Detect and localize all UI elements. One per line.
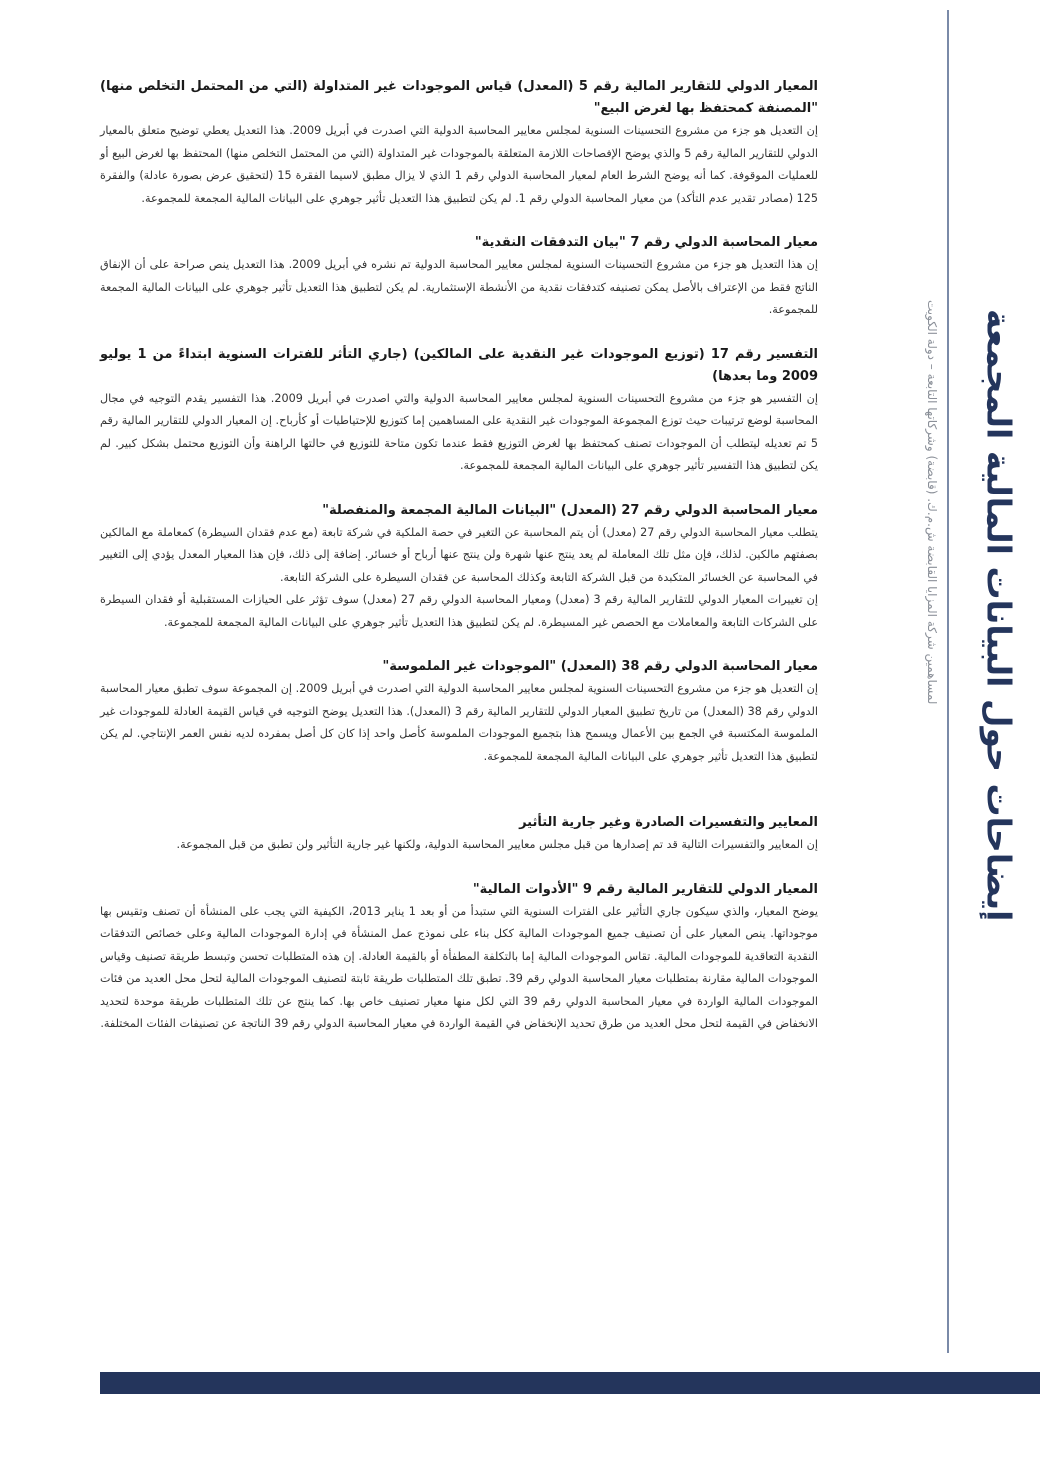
section-paragraph: يتطلب معيار المحاسبة الدولي رقم 27 (معدل) أن يتم المحاسبة عن التغير في حصة الملكية في شركة تابعة (مع عدم فقدان السيطرة) كمعاملة مع المالكين بصفتهم مالكين. لذلك، فإن مثل تلك المعاملة لم يعد ينتج عنها شهرة ولن ينتج عنها أرباح أو خسائر. إضافة إلى ذلك، فإن هذا المعيار المعدل يؤدي إلى التغيير في المحاسبة عن الخسائر المتكبدة من قبل الشركة التابعة وكذلك المحاسبة عن فقدان السيطرة على الشركة التابعة. [100,525,818,584]
section-heading: معيار المحاسبة الدولي رقم 27 (المعدل) "البيانات المالية المجمعة والمنفصلة" [322,502,818,518]
page-content [100,76,818,1058]
section-paragraph: يوضح المعيار، والذي سيكون جاري التأثير على الفترات السنوية التي ستبدأ من أو بعد 1 يناير 2013، الكيفية التي يجب على المنشأة أن تصنف وتقيس بها موجوداتها. ينص المعيار على أن تصنيف جميع الموجودات المالية ككل بناء على نموذج عمل المنشأة في إدارة الموجودات المالية وعلى خصائص التدفقات النقدية التعاقدية للموجودات المالية. تقاس الموجودات المالية إما بالتكلفة المطفأة أو بالقيمة العادلة. إن هذه المتطلبات تحسن وتبسط طريقة تصنيف وقياس الموجودات المالية مقارنة بمتطلبات معيار المحاسبة الدولي رقم 39. تطبق تلك المتطلبات طريقة ثابتة لتصنيف الموجودات المالية لتحل محل العديد من فئات الموجودات المالية الواردة في معيار المحاسبة الدولي رقم 39 التي لكل منها معيار تصنيف خاص بها. كما ينتج عن تلك المتطلبات طريقة موحدة لتحديد الانخفاض في القيمة لتحل محل العديد من طرق تحديد الإنخفاض في القيمة الواردة في معيار المحاسبة الدولي رقم 39 الناتجة عن تصنيفات الفئات المختلفة. [100,904,818,1030]
section-ifric17 [100,344,818,478]
footer-bar [100,1372,1040,1394]
section-paragraph: إن المعايير والتفسيرات التالية قد تم إصدارها من قبل مجلس معايير المحاسبة الدولية، ولكنها غير جارية التأثير ولن تطبق من قبل المجموعة. [176,838,818,851]
section-ias7 [100,232,818,322]
section-heading: المعايير والتفسيرات الصادرة وغير جارية التأثير [519,815,818,830]
sidebar-subtitle: لمساهمين شركة المزايا القابضة ش.م.ك. (قابضة) وشركاتها التابعة – دولة الكويت [925,300,939,705]
sidebar-title: إيضاحات حول البيانات المالية المجمعة [979,308,1019,922]
section-paragraph: إن التعديل هو جزء من مشروع التحسينات السنوية لمجلس معايير المحاسبة الدولية التي اصدرت في أبريل 2009. هذا التعديل يعطي توضيح متعلق بالمعيار الدولي للتقارير المالية رقم 5 والذي يوضح الإفصاحات اللازمة المتعلقة بالموجودات غير المتداولة (التي من المحتمل التخلص منها) المحتفظ بها لغرض البيع أو للعمليات الموقوفة. كما أنه يوضح الشرط العام لمعيار المحاسبة الدولي رقم 1 الذي لا يزال مطبق لاسيما الفقرة 15 (لتحقيق عرض بصورة عادلة) والفقرة 125 (مصادر تقدير عدم التأكد) من معيار المحاسبة الدولي رقم 1. لم يكن لتطبيق هذا التعديل تأثير جوهري على البيانات المالية المجمعة للمجموعة. [100,124,819,205]
section-ias27 [100,500,818,635]
sidebar-divider [947,10,949,1353]
section-ifrs5 [100,76,818,210]
section-paragraph: إن تغييرات المعيار الدولي للتقارير المالية رقم 3 (معدل) ومعيار المحاسبة الدولي رقم 27 (معدل) سوف تؤثر على الحيازات المستقبلية أو فقدان السيطرة على الشركات التابعة والمعاملات مع الحصص غير المسيطرة. لم يكن لتطبيق هذا التعديل تأثير جوهري على البيانات المالية المجمعة للمجموعة. [100,593,818,629]
section-heading: المعيار الدولي للتقارير المالية رقم 9 "الأدوات المالية" [472,881,818,897]
section-paragraph: إن هذا التعديل هو جزء من مشروع التحسينات السنوية لمجلس معايير المحاسبة الدولية تم نشره في أبريل 2009. هذا التعديل ينص صراحة على أن الإنفاق الناتج فقط من الإعتراف بالأصل يمكن تصنيفه كتدفقات نقدية من الأنشطة الإستثمارية. لم يكن لتطبيق هذا التعديل تأثير جوهري على البيانات المالية المجمعة للمجموعة. [100,258,818,316]
section-heading: المعيار الدولي للتقارير المالية رقم 5 (المعدل) قياس الموجودات غير المتداولة (التي من المحتمل التخلص منها) "المصنفة كمحتفظ بها لغرض البيع" [100,79,818,116]
section-paragraph: إن التعديل هو جزء من مشروع التحسينات السنوية لمجلس معايير المحاسبة الدولية التي اصدرت في أبريل 2009. إن المجموعة سوف تطبق معيار المحاسبة الدولي رقم 38 (المعدل) من تاريخ تطبيق المعيار الدولي للتقارير المالية رقم 3 (المعدل). هذا التعديل يوضح التوجيه في قياس القيمة العادلة للموجودات غير الملموسة المكتسبة في الجمع بين الأعمال ويسمح هذا بتجميع الموجودات الملموسة كأصل واحد إذا كان كل أصل بمفرده لديه نفس العمر الإنتاجي. لم يكن لتطبيق هذا التعديل تأثير جوهري على البيانات المالية المجمعة للمجموعة. [100,682,818,763]
section-ifrs9 [100,879,818,1036]
section-heading: معيار المحاسبة الدولي رقم 7 "بيان التدفقات النقدية" [474,235,818,250]
section-ias38 [100,656,818,768]
section-heading: معيار المحاسبة الدولي رقم 38 (المعدل) "الموجودات غير الملموسة" [382,659,818,674]
section-paragraph: إن التفسير هو جزء من مشروع التحسينات السنوية لمجلس معايير المحاسبة الدولية والتي اصدرت في أبريل 2009. هذا التفسير يقدم التوجيه في مجال المحاسبة لوضع ترتيبات حيث توزع المجموعة الموجودات غير النقدية على المساهمين إما كتوزيع للإحتياطيات أو كأرباح. إن المعيار الدولي للتقارير المالية رقم 5 تم تعديله ليتطلب أن الموجودات تصنف كمحتفظ بها لغرض التوزيع فقط عندما تكون متاحة للتوزيع في حالتها الراهنة وأن التوزيع محتمل بشكل كبير. لم يكن لتطبيق هذا التفسير تأثير جوهري على البيانات المالية المجمعة للمجموعة. [100,391,818,472]
section-standards-not-effective [100,812,818,857]
section-heading: التفسير رقم 17 (توزيع الموجودات غير النقدية على المالكين) (جاري التأثر للفترات السنوية ابتداءً من 1 يوليو 2009 وما بعدها) [100,346,818,384]
